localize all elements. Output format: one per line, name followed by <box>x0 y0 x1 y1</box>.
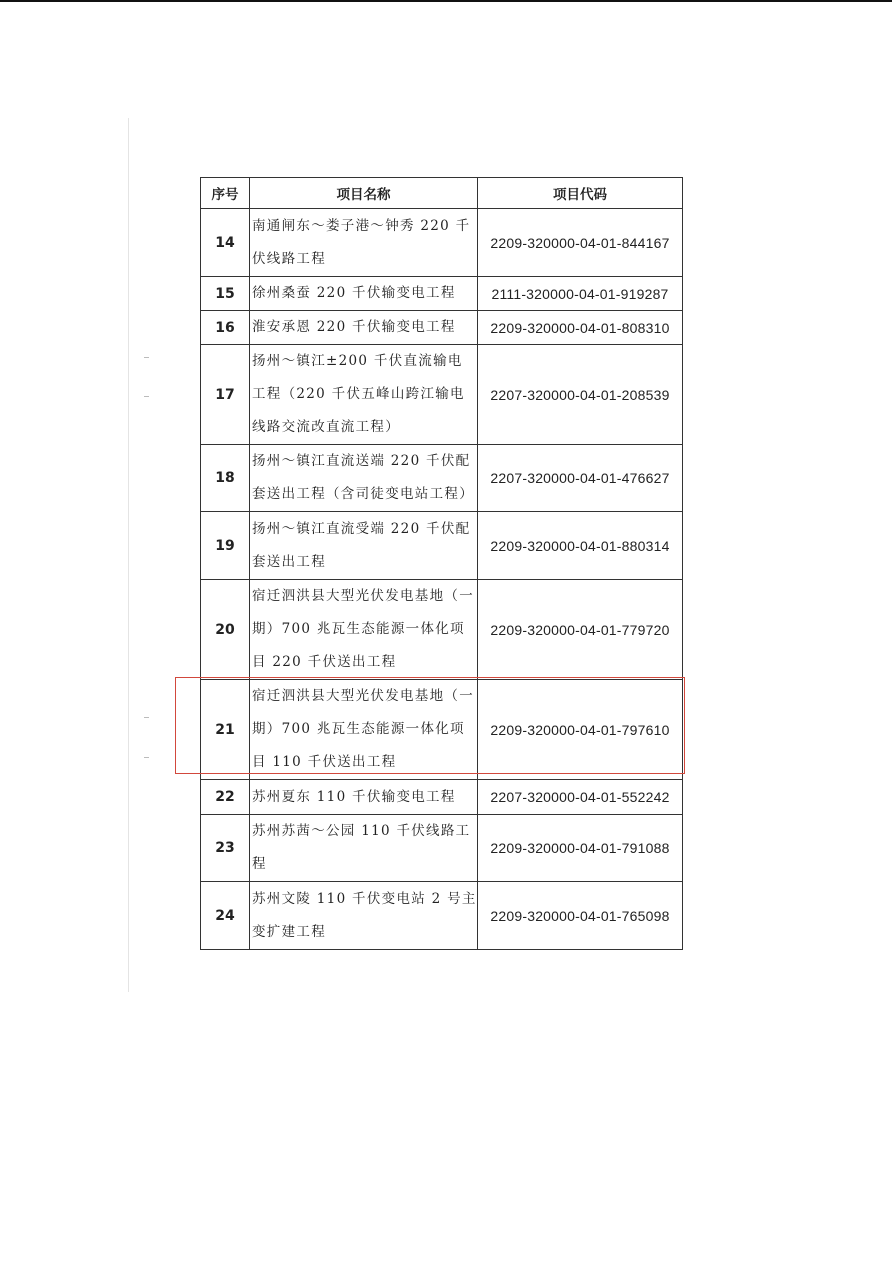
row-project-name: 徐州桑蚕 220 千伏输变电工程 <box>250 277 478 311</box>
scan-margin-line <box>128 118 129 992</box>
row-project-code: 2207-320000-04-01-208539 <box>478 345 683 445</box>
row-project-name: 扬州～镇江直流送端 220 千伏配套送出工程（含司徒变电站工程） <box>250 445 478 512</box>
row-project-name: 苏州夏东 110 千伏输变电工程 <box>250 780 478 815</box>
row-number: 22 <box>201 780 250 815</box>
row-project-code: 2209-320000-04-01-880314 <box>478 512 683 580</box>
row-number: 17 <box>201 345 250 445</box>
table-header-row <box>201 178 683 209</box>
table-row <box>201 882 683 950</box>
row-project-name: 宿迁泗洪县大型光伏发电基地（一期）700 兆瓦生态能源一体化项目 110 千伏送出工程 <box>250 680 478 780</box>
row-project-code: 2209-320000-04-01-797610 <box>478 680 683 780</box>
row-number: 24 <box>201 882 250 950</box>
table-row <box>201 311 683 345</box>
header-number: 序号 <box>201 178 250 209</box>
table-row <box>201 277 683 311</box>
header-project-code: 项目代码 <box>478 178 683 209</box>
row-project-code: 2207-320000-04-01-552242 <box>478 780 683 815</box>
row-number: 19 <box>201 512 250 580</box>
row-number: 16 <box>201 311 250 345</box>
row-project-code: 2209-320000-04-01-779720 <box>478 580 683 680</box>
row-project-name: 扬州～镇江±200 千伏直流输电工程（220 千伏五峰山跨江输电线路交流改直流工程） <box>250 345 478 445</box>
scan-speck <box>144 396 149 397</box>
row-project-code: 2209-320000-04-01-844167 <box>478 209 683 277</box>
scan-speck <box>144 717 149 718</box>
row-project-name: 苏州文陵 110 千伏变电站 2 号主变扩建工程 <box>250 882 478 950</box>
table-row <box>201 345 683 445</box>
table-row <box>201 580 683 680</box>
table-row <box>201 780 683 815</box>
row-number: 20 <box>201 580 250 680</box>
page-top-border <box>0 0 892 2</box>
row-project-code: 2209-320000-04-01-765098 <box>478 882 683 950</box>
table-row <box>201 512 683 580</box>
row-number: 14 <box>201 209 250 277</box>
project-table <box>200 177 683 950</box>
row-project-code: 2111-320000-04-01-919287 <box>478 277 683 311</box>
scan-speck <box>144 757 149 758</box>
table-row <box>201 680 683 780</box>
row-project-code: 2207-320000-04-01-476627 <box>478 445 683 512</box>
row-project-name: 苏州苏茜～公园 110 千伏线路工程 <box>250 815 478 882</box>
row-project-name: 淮安承恩 220 千伏输变电工程 <box>250 311 478 345</box>
row-project-name: 扬州～镇江直流受端 220 千伏配套送出工程 <box>250 512 478 580</box>
row-project-code: 2209-320000-04-01-791088 <box>478 815 683 882</box>
row-number: 23 <box>201 815 250 882</box>
table-row <box>201 445 683 512</box>
row-project-name: 南通闸东～娄子港～钟秀 220 千伏线路工程 <box>250 209 478 277</box>
row-number: 15 <box>201 277 250 311</box>
header-project-name: 项目名称 <box>250 178 478 209</box>
row-project-name: 宿迁泗洪县大型光伏发电基地（一期）700 兆瓦生态能源一体化项目 220 千伏送出工程 <box>250 580 478 680</box>
row-number: 21 <box>201 680 250 780</box>
table-row <box>201 815 683 882</box>
row-project-code: 2209-320000-04-01-808310 <box>478 311 683 345</box>
table-row <box>201 209 683 277</box>
scan-speck <box>144 357 149 358</box>
row-number: 18 <box>201 445 250 512</box>
